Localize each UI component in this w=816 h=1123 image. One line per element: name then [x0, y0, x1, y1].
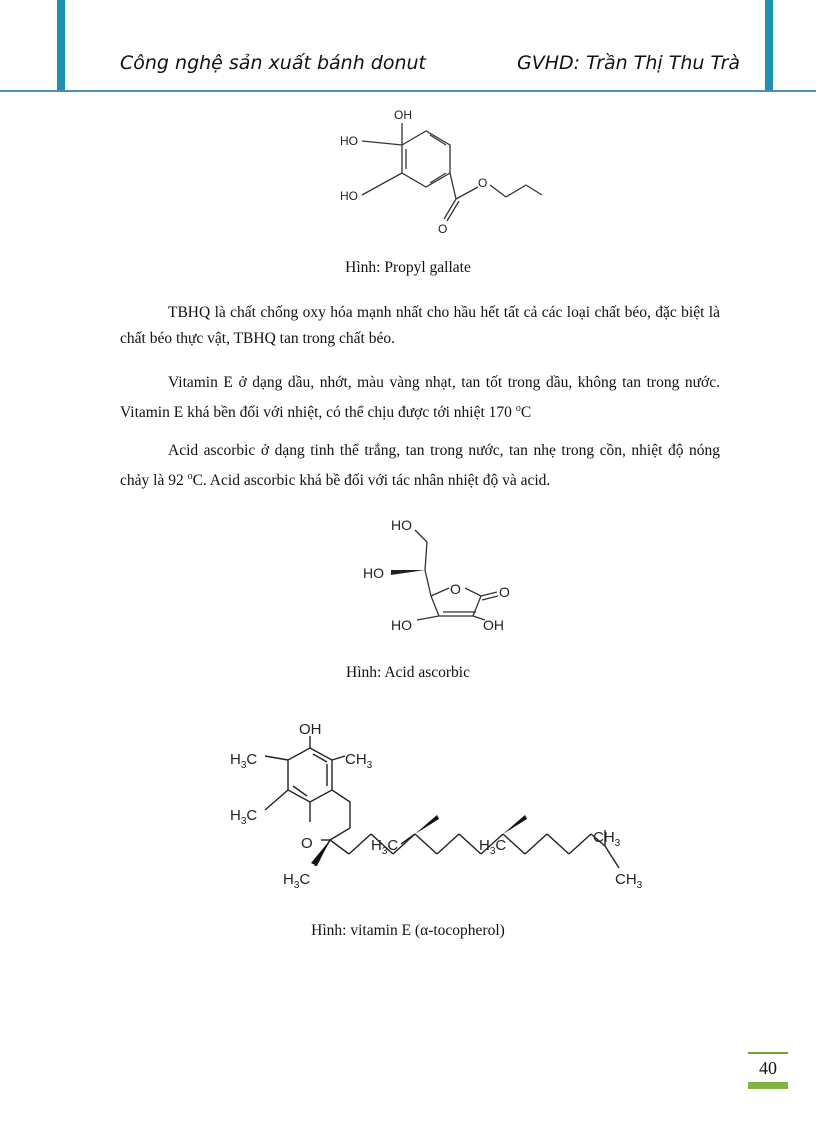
ascorbic-ho-top: HO [391, 517, 412, 533]
paragraph-vitamin-e [120, 370, 720, 426]
page-number-top-rule [748, 1052, 788, 1054]
paragraph-tbhq: TBHQ là chất chống oxy hóa mạnh nhất cho hầu hết tất cả các loại chất béo, đặc biệt là chất béo thực vật, TBHQ tan trong chất béo. [120, 304, 720, 347]
propyl-gallate-oh-top: OH [394, 108, 412, 122]
ascorbic-ho-left: HO [363, 565, 384, 581]
acid-ascorbic-structure [355, 508, 525, 640]
vitamin-e-h3c-chain-1: $H_3C$ [371, 837, 399, 857]
vitamin-e-degree-sign: o [515, 403, 521, 414]
vitamin-e-structure [225, 718, 665, 893]
page-number-bottom-bar [748, 1082, 788, 1089]
page-number-block [748, 1052, 788, 1090]
page-number: 40 [759, 1058, 777, 1078]
vitamin-e-h3c-top-left: $H_3C$ [230, 751, 258, 771]
ascorbic-oh-bottom: OH [483, 617, 504, 633]
propyl-gallate-carbonyl-oxygen: O [438, 222, 448, 236]
header-divider [0, 90, 816, 92]
propyl-gallate-ester-oxygen: O [478, 176, 488, 190]
ascorbic-text-part2: C. Acid ascorbic khá bề đối với tác nhân nhiệt độ và acid. [192, 472, 551, 490]
ascorbic-carbonyl-oxygen: O [499, 584, 510, 600]
header-right-accent-bar [765, 0, 773, 92]
header-left-accent-bar [57, 0, 65, 92]
ascorbic-degree-sign: o [187, 471, 193, 482]
vitamin-e-ch3-terminal-top: $CH_3$ [593, 829, 621, 849]
propyl-gallate-caption: Hình: Propyl gallate [345, 259, 471, 276]
header-supervisor: GVHD: Trần Thị Thu Trà [517, 52, 741, 74]
vitamin-e-caption: Hình: vitamin E (α-tocopherol) [311, 922, 505, 939]
vitamin-e-unit: C [520, 404, 532, 422]
ascorbic-ring-oxygen: O [450, 581, 461, 597]
ascorbic-text-part1: Acid ascorbic ở dạng tinh thể trắng, tan trong nước, tan nhẹ trong cồn, nhiệt độ nóng chảy là 92 [120, 442, 720, 490]
vitamin-e-h3c-bottom: $H_3C$ [283, 871, 311, 891]
ascorbic-ho-bottom: HO [391, 617, 412, 633]
vitamin-e-ring-oxygen: O [301, 835, 313, 852]
paragraph-acid-ascorbic [120, 438, 720, 494]
propyl-gallate-ho-middle: HO [340, 134, 358, 148]
vitamin-e-oh: OH [299, 721, 322, 738]
acid-ascorbic-caption: Hình: Acid ascorbic [346, 664, 470, 681]
vitamin-e-ch3-top-right: $CH_3$ [345, 751, 373, 771]
propyl-gallate-ho-bottom: HO [340, 189, 358, 203]
vitamin-e-ch3-terminal-bottom: $CH_3$ [615, 871, 643, 891]
header-document-title: Công nghệ sản xuất bánh donut [120, 52, 426, 74]
vitamin-e-text: Vitamin E ở dạng dầu, nhớt, màu vàng nhạt, tan tốt trong dầu, không tan trong nước. Vitamin E khá bền đối với nhiệt, có thể chịu được tới nhiệt 170 [120, 374, 720, 422]
propyl-gallate-structure [330, 103, 550, 238]
vitamin-e-h3c-left: $H_3C$ [230, 807, 258, 827]
vitamin-e-h3c-chain-2: $H_3C$ [479, 837, 507, 857]
